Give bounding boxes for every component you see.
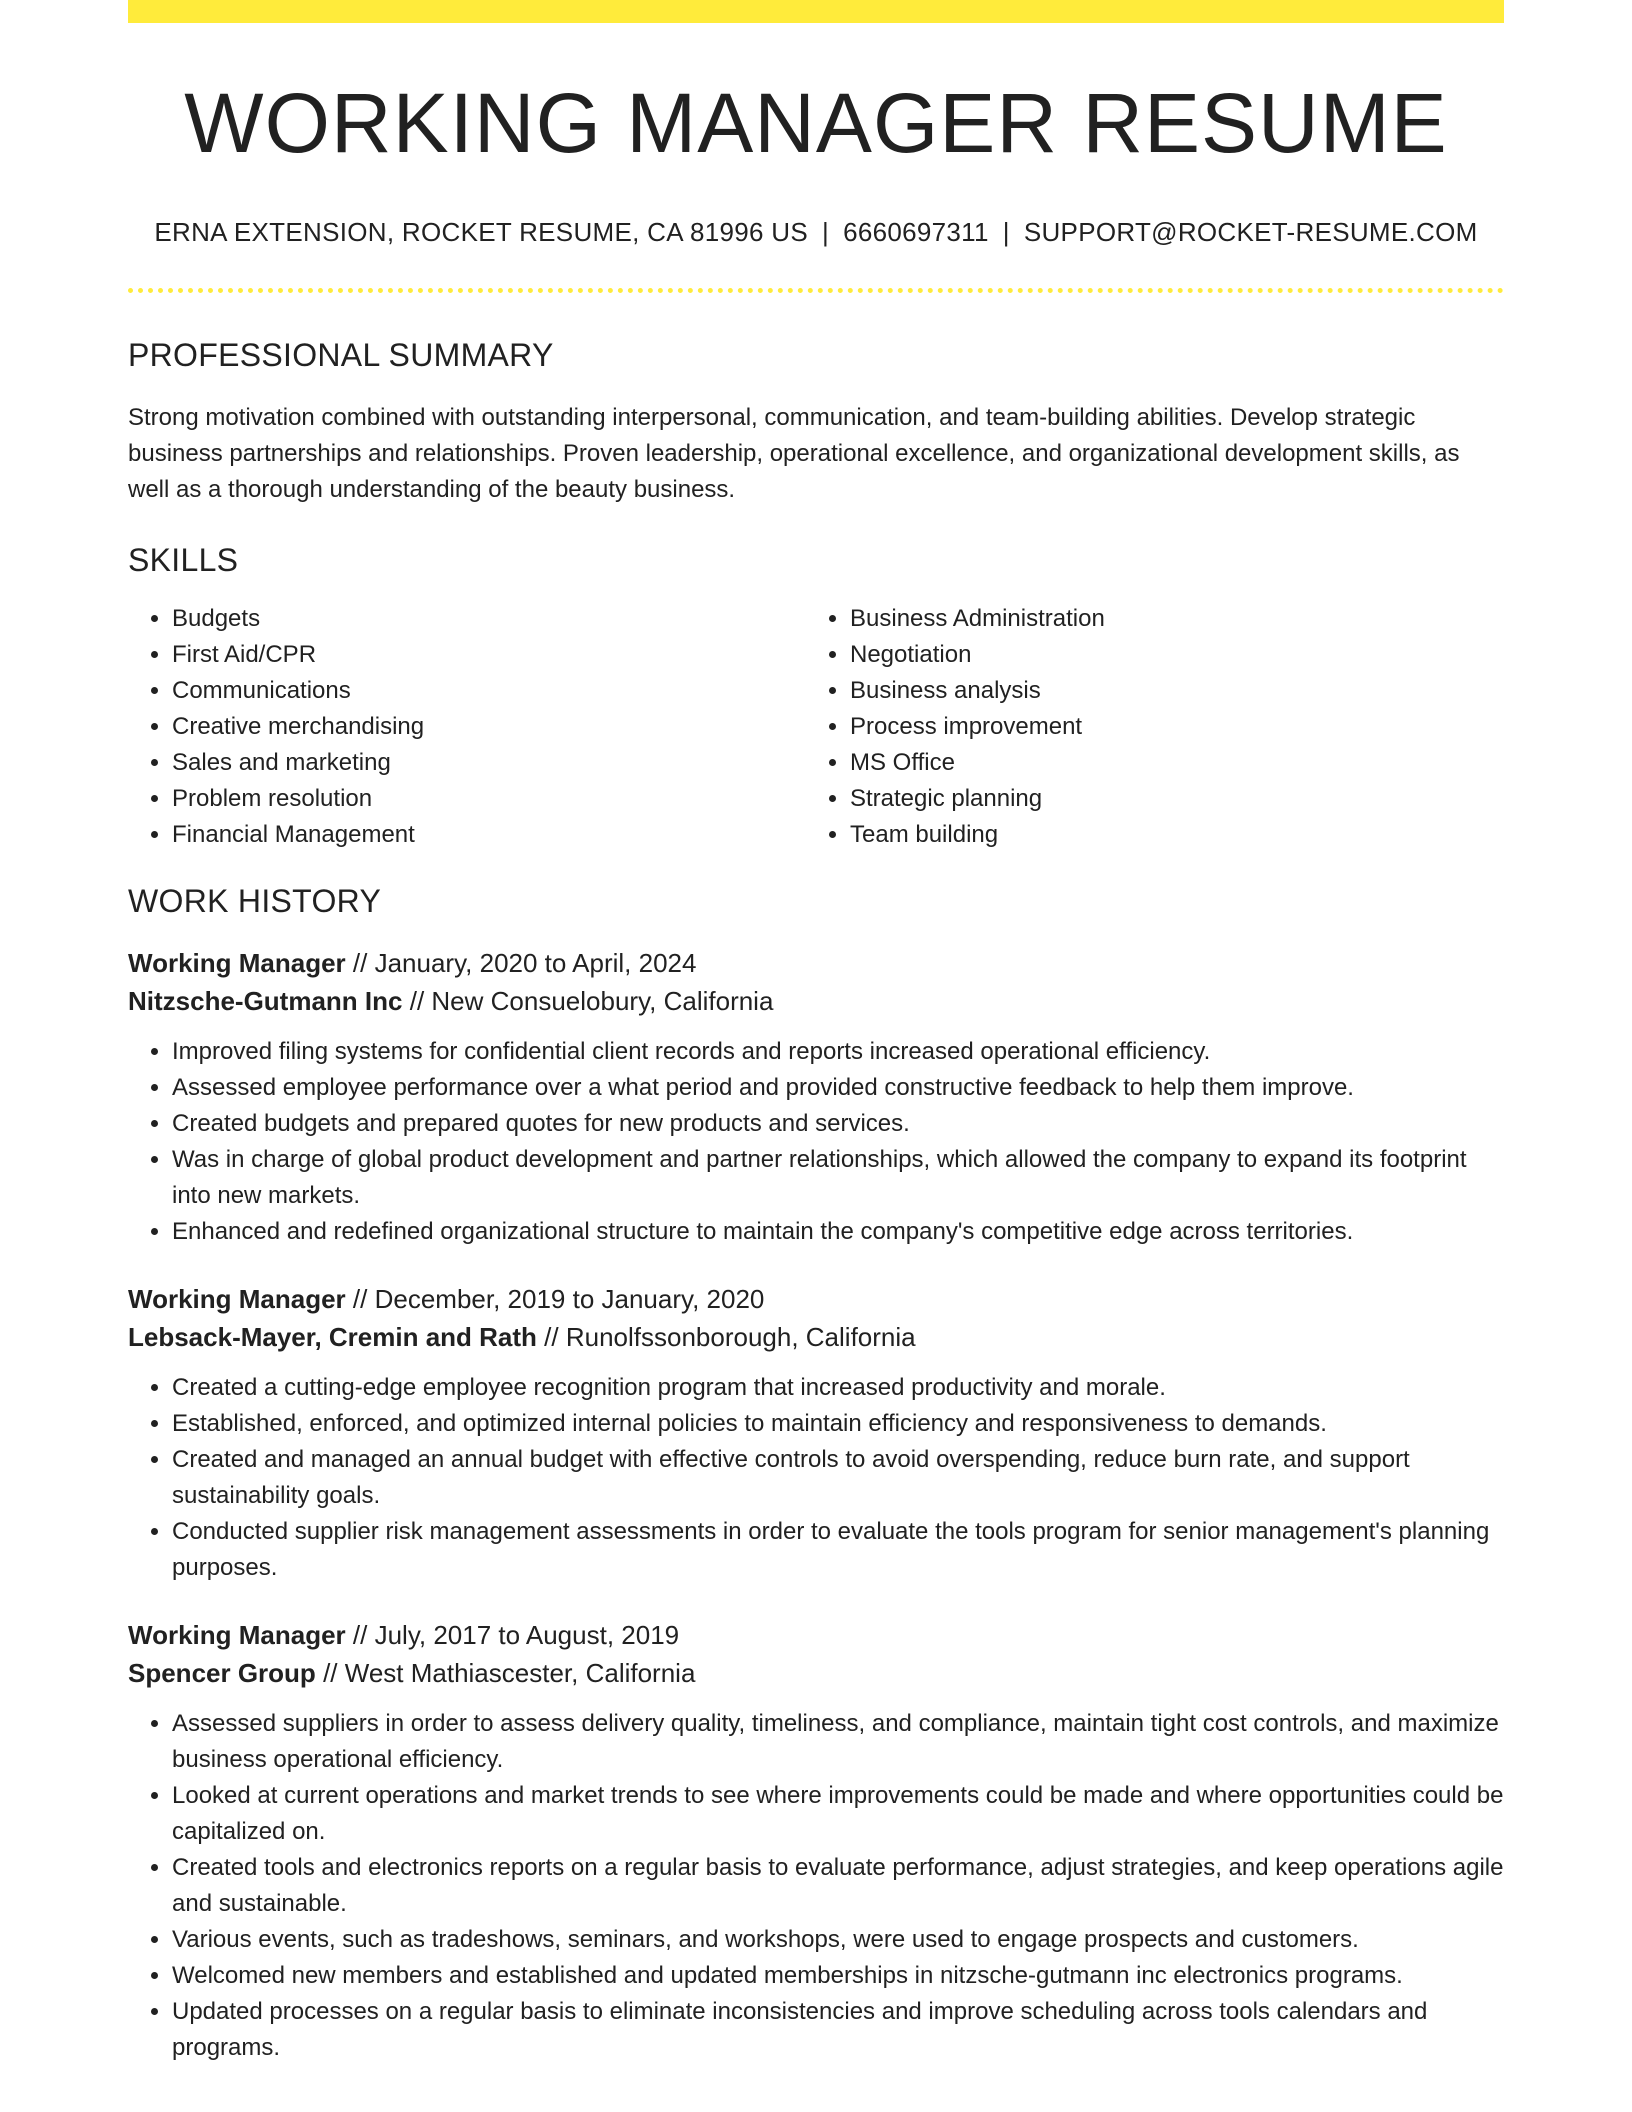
job-bullet: • Various events, such as tradeshows, seminars, and workshops, were used to engage prospects and customers. [172,1922,1504,1958]
job-bullet: • Created and managed an annual budget with effective controls to avoid overspending, reduce burn rate, and support sustainability goals. [172,1442,1504,1514]
job-separator: // [544,1322,559,1352]
skill-item: • Budgets [172,601,806,637]
resume-title: WORKING MANAGER RESUME [184,76,1448,170]
skills-grid [128,601,1504,853]
job-bullet: • Welcomed new members and established and updated memberships in nitzsche-gutmann inc electronics programs. [172,1958,1504,1994]
section-heading-skills: SKILLS [128,542,239,578]
skill-item: • MS Office [850,745,1484,781]
job-dates: December, 2019 to January, 2020 [374,1284,765,1314]
contact-info [128,217,1504,248]
job-entry [128,944,1504,1250]
contact-separator: | [1002,217,1010,247]
job-bullets [128,1706,1504,2066]
job-bullet: • Improved filing systems for confidential client records and reports increased operational efficiency. [172,1034,1504,1070]
skill-item: • Team building [850,817,1484,853]
skill-item: • Business Administration [850,601,1484,637]
job-title-line [128,1616,1504,1654]
skill-item: • Communications [172,673,806,709]
job-company: Spencer Group [128,1658,316,1688]
job-bullet: • Created tools and electronics reports on a regular basis to evaluate performance, adjust strategies, and keep operations agile and sustainable. [172,1850,1504,1922]
job-entry [128,1616,1504,2066]
contact-address: ERNA EXTENSION, ROCKET RESUME, CA 81996 US [154,217,809,247]
summary-text: Strong motivation combined with outstanding interpersonal, communication, and team-building abilities. Develop strategic business partnerships and relationships. Proven leadership, operational excellence, and organizational development skills, as well as a thorough understanding of the beauty business. [128,404,1460,503]
job-location: New Consuelobury, California [431,986,774,1016]
summary-section [128,337,1504,508]
skill-item: • Negotiation [850,637,1484,673]
dotted-divider [128,288,1504,293]
job-bullets [128,1034,1504,1250]
job-location: West Mathiascester, California [344,1658,696,1688]
job-bullet: • Updated processes on a regular basis to eliminate inconsistencies and improve scheduling across tools calendars and programs. [172,1994,1504,2066]
skills-column-left [128,601,806,853]
job-company-line [128,982,1504,1020]
skill-item: • First Aid/CPR [172,637,806,673]
skills-section [128,542,1504,853]
job-separator: // [409,986,425,1016]
skill-item: • Business analysis [850,673,1484,709]
job-company: Nitzsche-Gutmann Inc [128,986,403,1016]
section-heading-summary: PROFESSIONAL SUMMARY [128,337,554,373]
job-bullet: • Enhanced and redefined organizational structure to maintain the company's competitive edge across territories. [172,1214,1504,1250]
job-bullet: • Established, enforced, and optimized internal policies to maintain efficiency and responsiveness to demands. [172,1406,1504,1442]
skills-column-right [806,601,1484,853]
skill-item: • Creative merchandising [172,709,806,745]
skill-item: • Process improvement [850,709,1484,745]
job-bullet: • Created budgets and prepared quotes for new products and services. [172,1106,1504,1142]
job-separator: // [323,1658,338,1688]
job-dates: July, 2017 to August, 2019 [374,1620,680,1650]
job-separator: // [352,948,368,978]
job-title: Working Manager [128,1284,346,1314]
job-separator: // [352,1284,368,1314]
contact-phone: 6660697311 [843,217,989,247]
skill-item: • Sales and marketing [172,745,806,781]
job-title-line [128,944,1504,982]
job-title-line [128,1280,1504,1318]
skill-item: • Strategic planning [850,781,1484,817]
job-separator: // [352,1620,368,1650]
job-dates: January, 2020 to April, 2024 [374,948,697,978]
contact-separator: | [822,217,830,247]
job-bullets [128,1370,1504,1586]
job-bullet: • Created a cutting-edge employee recognition program that increased productivity and morale. [172,1370,1504,1406]
job-location: Runolfssonborough, California [565,1322,916,1352]
section-heading-work-history: WORK HISTORY [128,883,382,919]
contact-email: SUPPORT@ROCKET-RESUME.COM [1023,217,1478,247]
job-company: Lebsack-Mayer, Cremin and Rath [128,1322,537,1352]
job-bullet: • Conducted supplier risk management assessments in order to evaluate the tools program for senior management's planning purposes. [172,1514,1504,1586]
job-bullet: • Looked at current operations and market trends to see where improvements could be made and where opportunities could be capitalized on. [172,1778,1504,1850]
work-history-section [128,883,1504,2066]
job-title: Working Manager [128,948,346,978]
job-bullet: • Was in charge of global product development and partner relationships, which allowed the company to expand its footprint into new markets. [172,1142,1504,1214]
job-entry [128,1280,1504,1586]
accent-bar [128,0,1504,23]
skill-item: • Problem resolution [172,781,806,817]
skill-item: • Financial Management [172,817,806,853]
resume-page [128,0,1504,2066]
job-company-line [128,1654,1504,1692]
job-company-line [128,1318,1504,1356]
job-bullet: • Assessed employee performance over a what period and provided constructive feedback to help them improve. [172,1070,1504,1106]
job-bullet: • Assessed suppliers in order to assess delivery quality, timeliness, and compliance, maintain tight cost controls, and maximize business operational efficiency. [172,1706,1504,1778]
job-title: Working Manager [128,1620,346,1650]
